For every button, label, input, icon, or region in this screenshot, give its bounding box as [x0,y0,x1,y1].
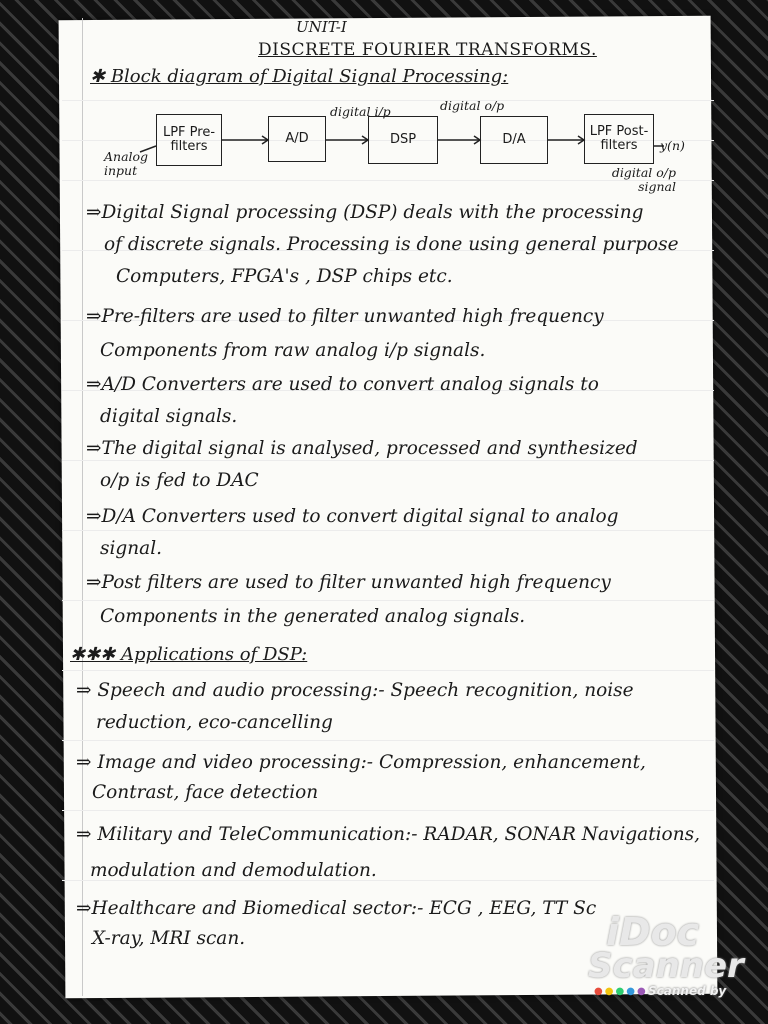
point-line: ⇒A/D Converters are used to convert analog signals to [86,374,599,395]
application-line: modulation and demodulation. [90,860,377,881]
diagram-heading: ✱ Block diagram of Digital Signal Processing: [90,66,509,87]
watermark-line: Scanned by [648,984,727,998]
point-line: ⇒The digital signal is analysed, processed and synthesized [86,438,638,459]
lpf-prefilter-block: LPF Pre-filters [156,114,222,166]
digital-ip-label: digital i/p [330,104,391,119]
point-line: ⇒Pre-filters are used to filter unwanted high frequency [86,306,604,327]
application-line: ⇒Healthcare and Biomedical sector:- ECG , EEG, TT Sc [76,898,597,919]
applications-heading: ✱✱✱ Applications of DSP: [70,644,308,665]
point-line: ⇒Digital Signal processing (DSP) deals with the processing [86,202,644,223]
point-line: Computers, FPGA's , DSP chips etc. [116,266,453,287]
point-line: digital signals. [100,406,238,427]
application-line: ⇒ Speech and audio processing:- Speech recognition, noise [76,680,634,701]
ad-converter-block: A/D [268,116,326,162]
da-converter-block: D/A [480,116,548,164]
point-line: of discrete signals. Processing is done using general purpose [104,234,679,255]
watermark-line: iDoc [606,910,700,954]
application-line: ⇒ Image and video processing:- Compression, enhancement, [76,752,646,773]
application-line: Contrast, face detection [92,782,319,803]
point-line: ⇒Post filters are used to filter unwanted high frequency [86,572,611,593]
point-line: signal. [100,538,162,559]
idoc-scanner-watermark [588,910,744,1000]
dsp-block: DSP [368,116,438,164]
watermark-line: Scanner [588,946,744,986]
analog-input-label: Analog input [104,149,149,178]
page-title: DISCRETE FOURIER TRANSFORMS. [258,40,597,60]
lpf-postfilter-block: LPF Post-filters [584,114,654,164]
point-line: Components in the generated analog signals. [100,606,526,627]
unit-label: UNIT-I [296,18,347,36]
application-line: reduction, eco-cancelling [96,712,333,733]
point-line: o/p is fed to DAC [100,470,259,491]
application-line: X-ray, MRI scan. [92,928,246,949]
point-line: Components from raw analog i/p signals. [100,340,486,361]
point-line: ⇒D/A Converters used to convert digital signal to analog [86,506,619,527]
block-diagram [0,0,768,210]
digital-op-label: digital o/p [440,98,505,113]
output-symbol: y(n) [660,138,685,153]
digital-op-signal-label: digital o/p signal [611,165,676,195]
application-line: ⇒ Military and TeleCommunication:- RADAR, SONAR Navigations, [76,824,700,845]
watermark-dots-icon: ●●●●● [594,986,648,997]
